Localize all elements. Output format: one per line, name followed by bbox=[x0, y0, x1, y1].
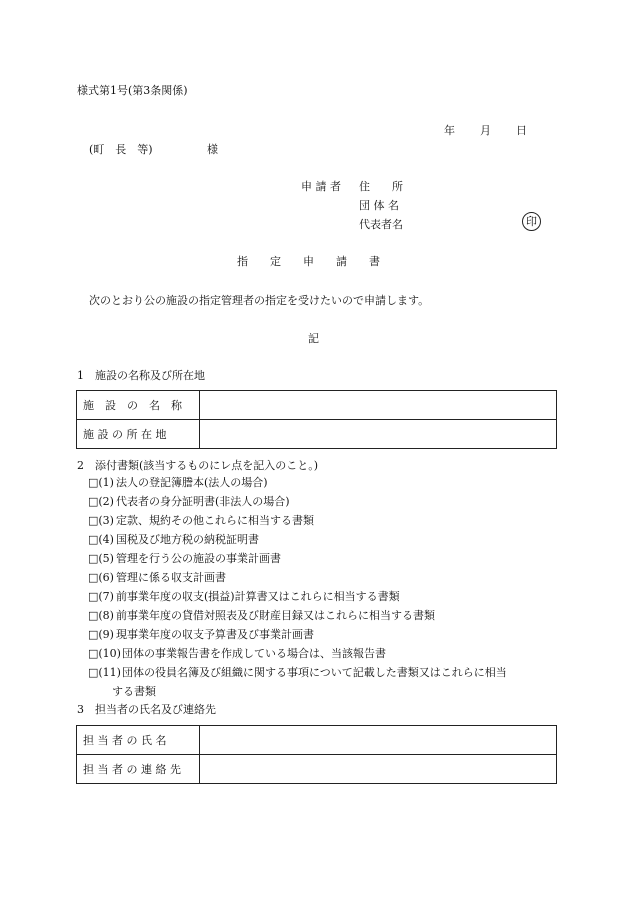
list-item[interactable]: □(8) 前事業年度の貸借対照表及び財産目録又はこれらに相当する書類 bbox=[88, 609, 435, 622]
list-item[interactable]: □(2) 代表者の身分証明書(非法人の場合) bbox=[88, 495, 290, 508]
checkbox[interactable]: □(3) bbox=[88, 514, 114, 527]
facility-location-label: 施 設 の 所 在 地 bbox=[77, 420, 200, 449]
facility-location-field[interactable] bbox=[200, 420, 557, 449]
list-item-continuation: する書類 bbox=[112, 685, 156, 698]
checkbox[interactable]: □(5) bbox=[88, 552, 114, 565]
list-item[interactable]: □(5) 管理を行う公の施設の事業計画書 bbox=[88, 552, 281, 565]
contact-name-field[interactable] bbox=[200, 726, 557, 755]
list-item[interactable]: □(6) 管理に係る収支計画書 bbox=[88, 571, 226, 584]
checkbox[interactable]: □(11) bbox=[88, 666, 121, 679]
date-day: 日 bbox=[516, 124, 527, 137]
list-item[interactable]: □(1) 法人の登記簿謄本(法人の場合) bbox=[88, 476, 268, 489]
checkbox[interactable]: □(8) bbox=[88, 609, 114, 622]
applicant-address-label: 住 所 bbox=[359, 180, 403, 193]
list-item[interactable]: □(11)団体の役員名簿及び組織に関する事項について記載した書類又はこれらに相当 bbox=[88, 666, 507, 679]
document-title: 指 定 申 請 書 bbox=[237, 255, 380, 268]
intro-text: 次のとおり公の施設の指定管理者の指定を受けたいので申請します。 bbox=[89, 294, 430, 307]
date-year: 年 bbox=[444, 124, 455, 137]
checkbox[interactable]: □(10) bbox=[88, 647, 121, 660]
checkbox[interactable]: □(6) bbox=[88, 571, 114, 584]
list-item[interactable]: □(3) 定款、規約その他これらに相当する書類 bbox=[88, 514, 314, 527]
contact-info-field[interactable] bbox=[200, 755, 557, 784]
section1-heading: 1 施設の名称及び所在地 bbox=[77, 369, 205, 382]
list-item[interactable]: □(9) 現事業年度の収支予算書及び事業計画書 bbox=[88, 628, 314, 641]
table-row bbox=[77, 755, 557, 784]
applicant-rep-label: 代表者名 bbox=[359, 218, 403, 231]
date-month: 月 bbox=[480, 124, 491, 137]
checkbox[interactable]: □(1) bbox=[88, 476, 114, 489]
checkbox[interactable]: □(2) bbox=[88, 495, 114, 508]
checkbox[interactable]: □(4) bbox=[88, 533, 114, 546]
facility-name-field[interactable] bbox=[200, 391, 557, 420]
checkbox[interactable]: □(7) bbox=[88, 590, 114, 603]
checkbox[interactable]: □(9) bbox=[88, 628, 114, 641]
ki-heading: 記 bbox=[308, 332, 319, 345]
section3-heading: 3 担当者の氏名及び連絡先 bbox=[77, 703, 216, 716]
applicant-org-label: 団 体 名 bbox=[359, 199, 399, 212]
section2-heading: 2 添付書類(該当するものにレ点を記入のこと。) bbox=[77, 459, 319, 472]
list-item[interactable]: □(4) 国税及び地方税の納税証明書 bbox=[88, 533, 259, 546]
seal-mark: 印 bbox=[522, 212, 541, 231]
recipient-honorific: 様 bbox=[207, 143, 218, 156]
table-row bbox=[77, 391, 557, 420]
form-number: 様式第1号(第3条関係) bbox=[77, 84, 188, 97]
applicant-label: 申 請 者 bbox=[301, 180, 341, 193]
facility-table bbox=[76, 390, 557, 449]
facility-name-label: 施 設 の 名 称 bbox=[77, 391, 200, 420]
recipient: (町 長 等) bbox=[89, 143, 153, 156]
list-item[interactable]: □(7) 前事業年度の収支(損益)計算書又はこれらに相当する書類 bbox=[88, 590, 400, 603]
contact-name-label: 担 当 者 の 氏 名 bbox=[77, 726, 200, 755]
table-row bbox=[77, 726, 557, 755]
list-item[interactable]: □(10)団体の事業報告書を作成している場合は、当該報告書 bbox=[88, 647, 386, 660]
table-row bbox=[77, 420, 557, 449]
contact-info-label: 担 当 者 の 連 絡 先 bbox=[77, 755, 200, 784]
contact-table bbox=[76, 725, 557, 784]
